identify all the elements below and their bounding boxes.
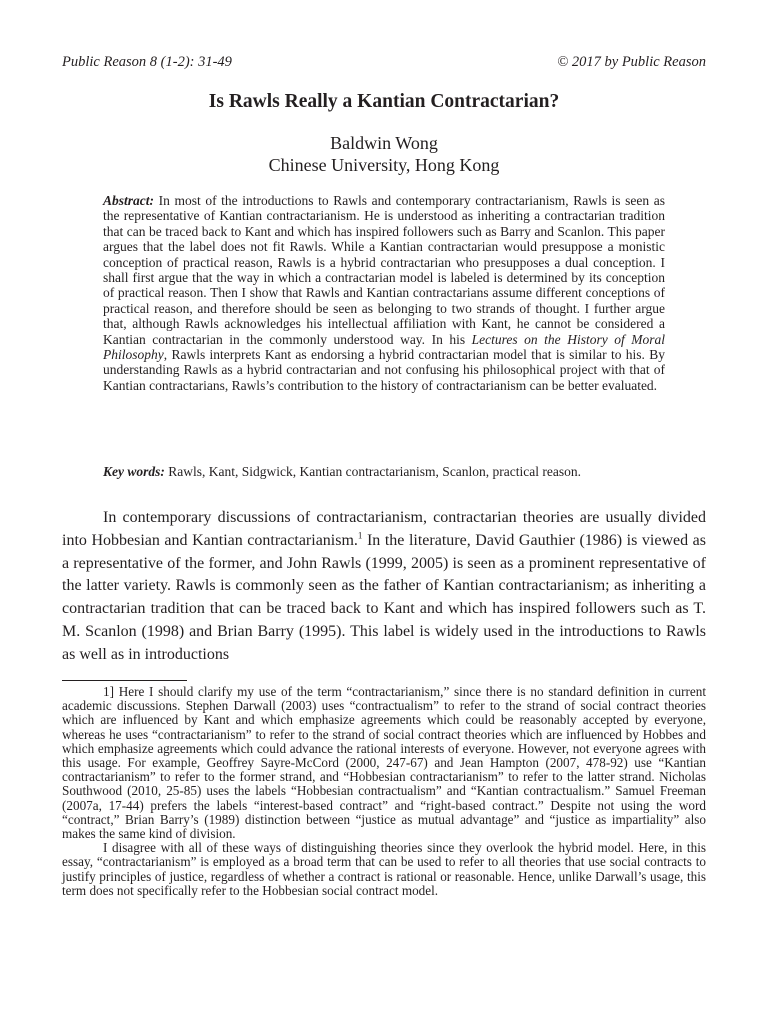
author-block bbox=[0, 132, 768, 176]
footnote-reference[interactable]: 1 bbox=[357, 530, 363, 541]
author-affiliation: Chinese University, Hong Kong bbox=[268, 155, 500, 175]
abstract-text-part1: In most of the introductions to Rawls and contemporary contractarianism, Rawls is seen as the representative of Kantian contractarianism. He is understood as inheriting a contractarian tradition that can be traced back to Kant and which has inspired followers such as Barry and Scanlon. This paper argues that the label does not fit Rawls. While a Kantian contractarian would presuppose a monistic conception of practical reason, Rawls is a hybrid contractarian who presupposes a dual conception. I shall first argue that the way in which a contractarian model is labeled is determined by its conception of practical reason. Then I show that Rawls and Kantian contractarians assume different conceptions of practical reason, and therefore should be seen as belonging to two strands of thought. I further argue that, although Rawls acknowledges his intellectual affiliation with Kant, he cannot be considered a Kantian contractarian in the commonly understood way. In his bbox=[103, 193, 666, 347]
body-paragraph bbox=[62, 507, 706, 667]
keywords-text: Rawls, Kant, Sidgwick, Kantian contractarianism, Scanlon, practical reason. bbox=[168, 464, 582, 479]
journal-citation: Public Reason 8 (1-2): 31-49 bbox=[62, 54, 232, 70]
abstract-cited-title: Lectures on the History of Moral Philosophy bbox=[103, 331, 665, 363]
footnote-1-paragraph-2: I disagree with all of these ways of distinguishing theories since they overlook the hybrid model. Here, in this essay, “contractarianism” is employed as a broad term that can be used to refer to all theories that use social contracts to justify principles of justice, regardless of whether a contract is rational or reasonable. Hence, unlike Darwall’s usage, this term does not specifically refer to the Hobbesian social contract model. bbox=[62, 840, 706, 898]
author-name: Baldwin Wong bbox=[330, 133, 438, 153]
footnote-1-paragraph-1: 1] Here I should clarify my use of the term “contractarianism,” since there is no standard definition in current academic discussions. Stephen Darwall (2003) uses “contractualism” to refer to the strand of social contract theories which are influenced by Kant and which emphasize agreements which could be reasonably accepted by everyone, whereas he uses “contractarianism” to refer to the strand of social contract theories which are influenced by Hobbes and which emphasize agreements which could advance the rational interests of everyone. However, not everyone agrees with this usage. For example, Geoffrey Sayre-McCord (2000, 247-67) and Jean Hampton (2007, 478-92) use “Kantian contractarianism” to refer to the former strand, and “Hobbesian contractarianism” to refer to the latter strand. Nicholas Southwood (2010, 25-85) uses the labels “Hobbesian contractualism” and “Kantian contractualism.” Samuel Freeman (2007a, 17-44) prefers the labels “interest-based contract” and “right-based contract.” Despite not using the word “contract,” Brian Barry’s (1989) distinction between “justice as mutual advantage” and “justice as impartiality” also makes the same kind of division. bbox=[62, 684, 706, 842]
body-text-part2: In the literature, David Gauthier (1986) is viewed as a representative of the former, and John Rawls (1999, 2005) is seen as a prominent representative of the latter variety. Rawls is commonly seen as the father of Kantian contractarianism; as inheriting a contractarian tradition that can be traced back to Kant and which has inspired followers such as T. M. Scanlon (1998) and Brian Barry (1995). This label is widely used in the introductions to Rawls as well as in introductions bbox=[62, 531, 706, 663]
footnote-divider bbox=[62, 680, 187, 681]
keywords-label: Key words: bbox=[103, 464, 165, 479]
footnotes bbox=[62, 685, 706, 898]
keywords bbox=[103, 464, 665, 480]
running-head bbox=[62, 54, 706, 71]
article-title: Is Rawls Really a Kantian Contractarian? bbox=[208, 91, 560, 112]
copyright-notice: © 2017 by Public Reason bbox=[557, 54, 706, 70]
body-text-part1: In contemporary discussions of contractarianism, contractarian theories are usually divided into Hobbesian and Kantian contractarianism. bbox=[62, 509, 706, 549]
abstract bbox=[103, 193, 665, 393]
abstract-text-part2: , Rawls interprets Kant as endorsing a hybrid contractarian model that is similar to his. By understanding Rawls as a hybrid contractarian and not confusing his philosophical project with that of Kantian contractarians, Rawls’s contribution to the history of contractarianism can be better evaluated. bbox=[103, 347, 665, 393]
abstract-label: Abstract: bbox=[103, 193, 155, 208]
